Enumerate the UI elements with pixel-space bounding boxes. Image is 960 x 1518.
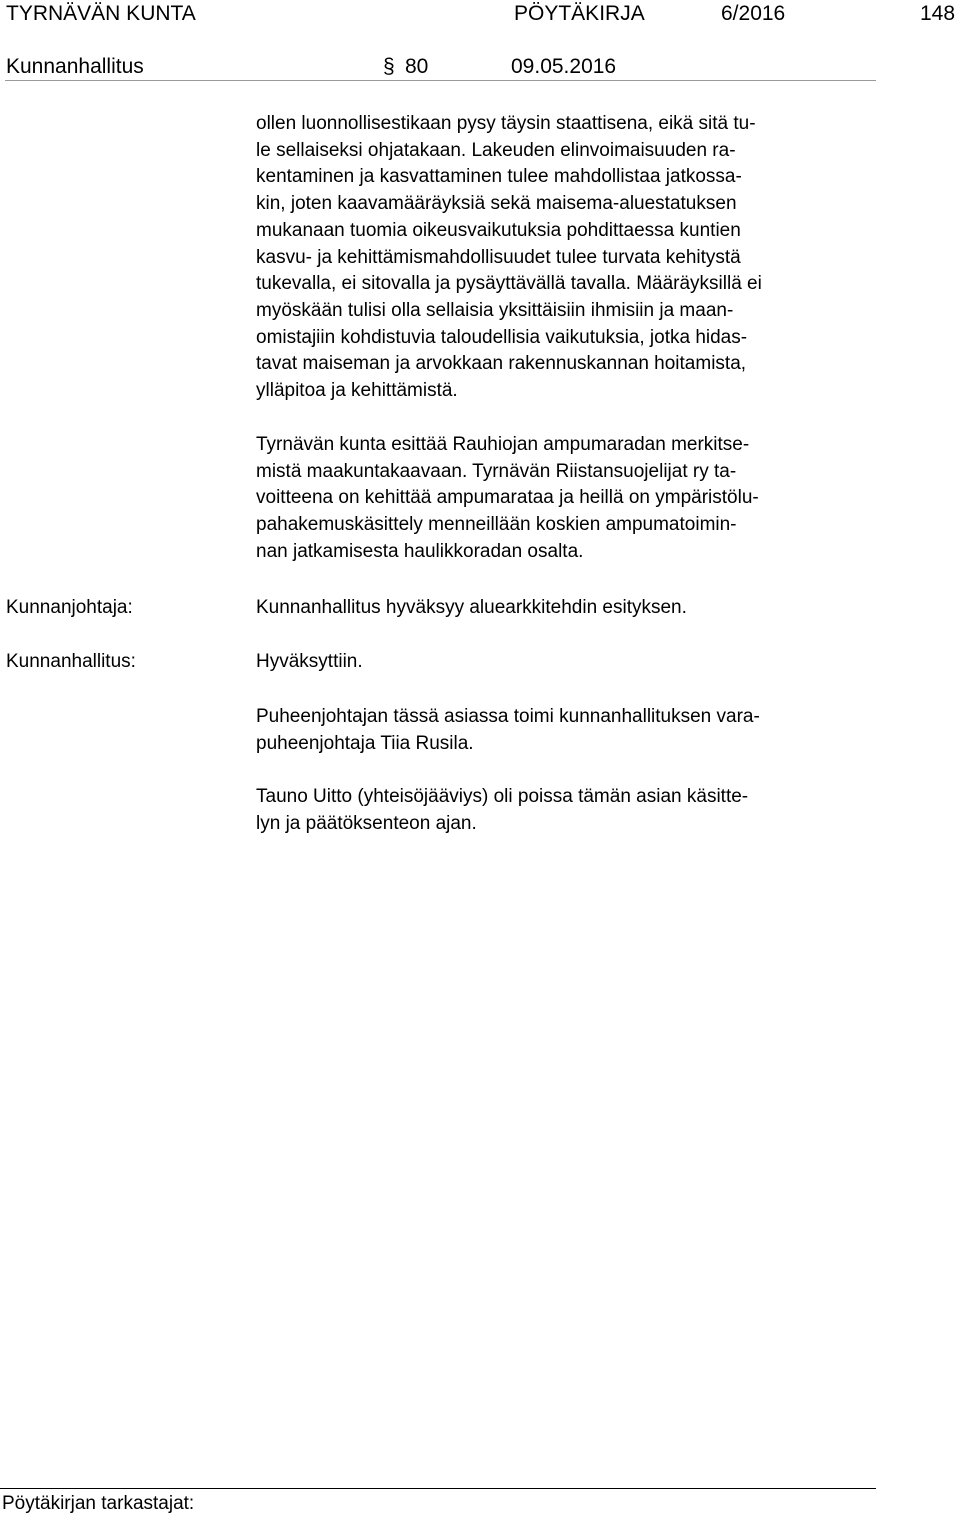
decision-text: Hyväksyttiin. [256, 651, 363, 672]
footer-divider [0, 1488, 876, 1489]
municipality-name: TYRNÄVÄN KUNTA [6, 2, 196, 25]
section-symbol: § [383, 55, 395, 78]
paragraph-landscape [256, 111, 876, 405]
header-divider [5, 80, 876, 81]
document-type: PÖYTÄKIRJA [514, 2, 645, 25]
text-line: mistä maakuntakaavaan. Tyrnävän Riistansuojelijat ry ta- [256, 460, 737, 482]
text-line: lyn ja päätöksenteon ajan. [256, 812, 477, 834]
text-line: Puheenjohtajan tässä asiassa toimi kunnanhallituksen vara- [256, 706, 760, 727]
text-line: omistajiin kohdistuvia taloudellisia vaikutuksia, jotka hidas- [256, 326, 748, 348]
text-line: Tyrnävän kunta esittää Rauhiojan ampumaradan merkitse- [256, 434, 750, 455]
paragraph-chair [256, 704, 876, 757]
text-line: Tauno Uitto (yhteisöjääviys) oli poissa tämän asian käsitte- [256, 786, 749, 807]
text-line: myöskään tulisi olla sellaisia yksittäisiin ihmisiin ja maan- [256, 299, 734, 321]
text-line: ylläpitoa ja kehittämistä. [256, 380, 458, 402]
body-name: Kunnanhallitus [6, 55, 144, 78]
text-line: ollen luonnollisestikaan pysy täysin staattisena, eikä sitä tu- [256, 113, 756, 134]
meeting-date: 09.05.2016 [511, 55, 617, 78]
text-line: tukevalla, ei sitovalla ja pysäyttävällä tavalla. Määräyksillä ei [256, 273, 762, 295]
text-line: kentaminen ja kasvattaminen tulee mahdollistaa jatkossa- [256, 166, 742, 188]
proposal-text: Kunnanhallitus hyväksyy aluearkkitehdin esityksen. [256, 597, 687, 618]
text-line: le sellaiseksi ohjatakaan. Lakeuden elinvoimaisuuden ra- [256, 139, 736, 161]
proposal-label: Kunnanjohtaja: [6, 597, 133, 618]
paragraph-absence [256, 784, 876, 837]
page-number: 148 [920, 2, 956, 25]
section-number: 80 [405, 55, 429, 78]
text-line: voitteena on kehittää ampumarataa ja heillä on ympäristölu- [256, 487, 759, 509]
text-line: kin, joten kaavamääräyksiä sekä maisema-aluestatuksen [256, 193, 737, 215]
paragraph-shooting-range [256, 432, 876, 566]
text-line: pahakemuskäsittely menneillään koskien ampumatoimin- [256, 514, 737, 536]
text-line: puheenjohtaja Tiia Rusila. [256, 732, 474, 754]
text-line: nan jatkamisesta haulikkoradan osalta. [256, 540, 584, 562]
document-number: 6/2016 [721, 2, 786, 25]
decision-label: Kunnanhallitus: [6, 651, 136, 672]
text-line: kasvu- ja kehittämismahdollisuudet tulee turvata kehitystä [256, 246, 741, 268]
text-line: tavat maiseman ja arvokkaan rakennuskannan hoitamista, [256, 353, 747, 375]
minutes-checkers-label: Pöytäkirjan tarkastajat: [2, 1493, 195, 1514]
text-line: mukanaan tuomia oikeusvaikutuksia pohdittaessa kuntien [256, 219, 741, 241]
